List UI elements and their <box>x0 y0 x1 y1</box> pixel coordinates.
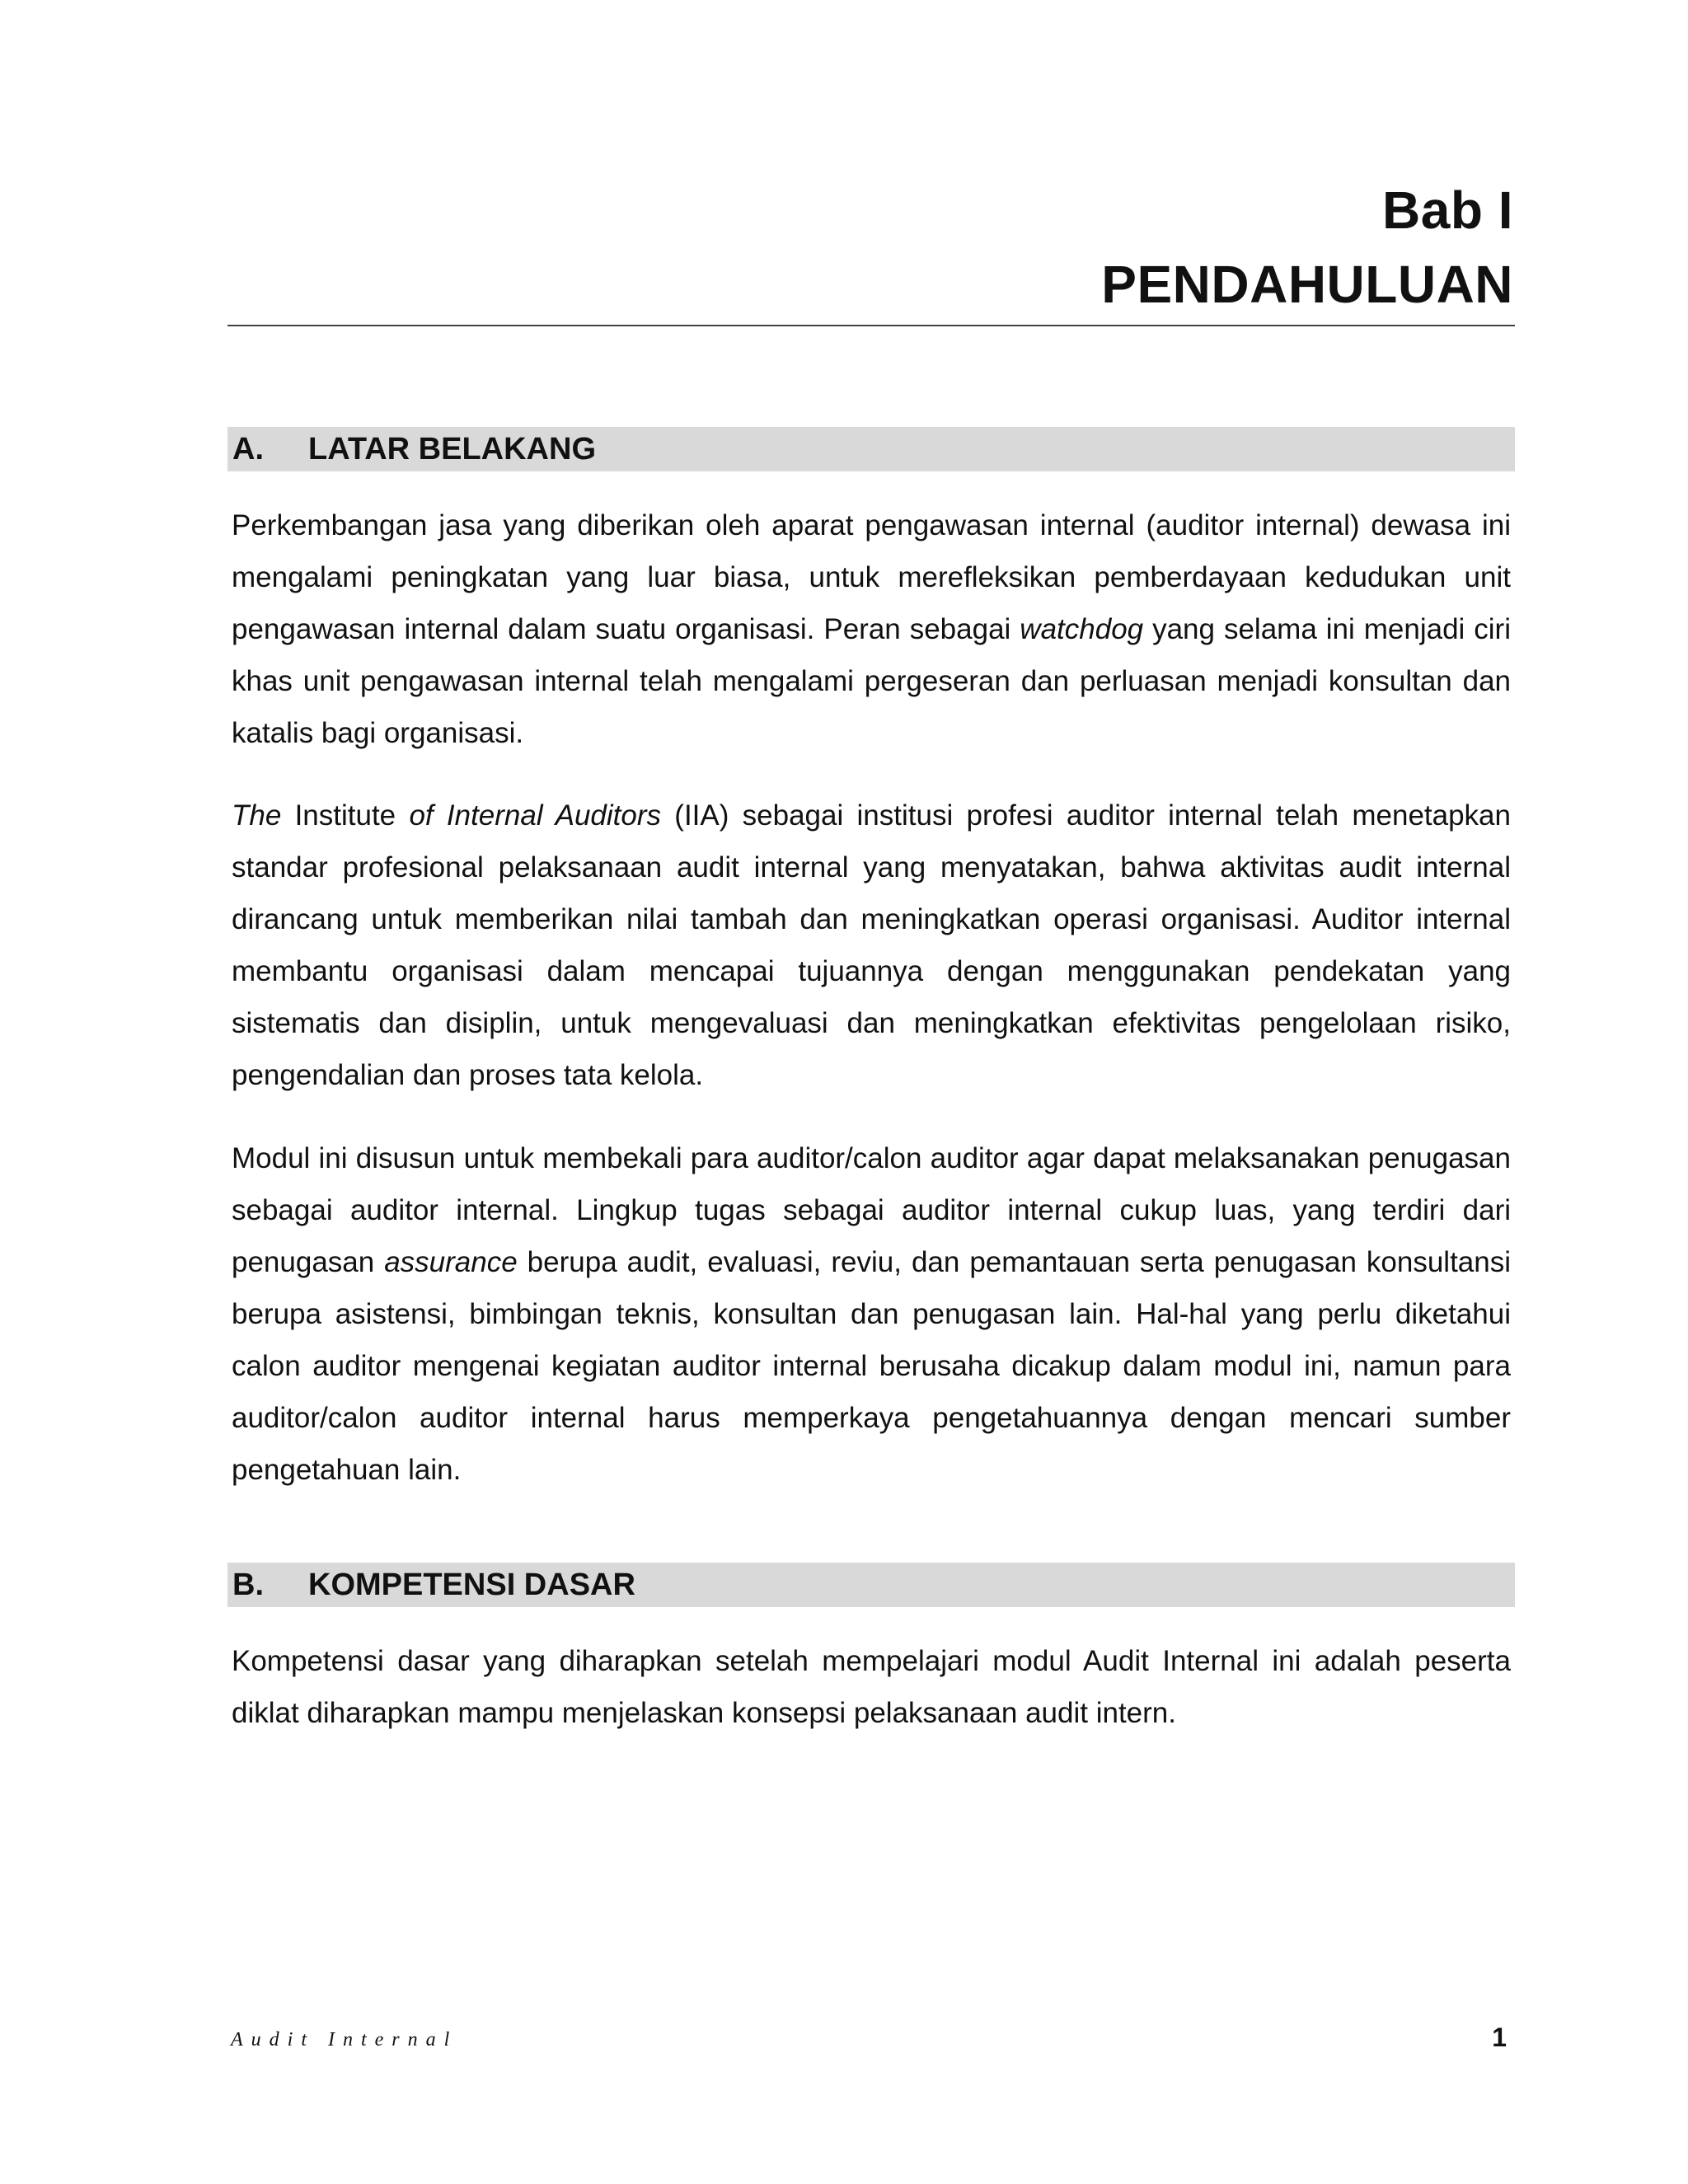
footer-title: Audit Internal <box>231 2029 458 2050</box>
paragraph <box>232 790 1511 1101</box>
text-run: berupa audit, evaluasi, reviu, dan pemantauan serta penugasan konsultansi berupa asistensi, bimbingan teknis, konsultan dan penugasan lain. Hal-hal yang perlu diketahui calon auditor mengenai kegiatan auditor internal berusaha dicakup dalam modul ini, namun para auditor/calon auditor internal harus memperkaya pengetahuannya dengan mencari sumber pengetahuan lain. <box>232 1246 1511 1486</box>
section-letter: A. <box>232 432 264 466</box>
chapter-divider <box>227 325 1515 326</box>
chapter-heading <box>227 173 1513 321</box>
chapter-label: Bab I <box>1382 180 1513 240</box>
text-run: yang selama ini menjadi ciri khas unit pengawasan internal telah mengalami pergeseran dan perluasan menjadi konsultan dan katalis bagi organisasi. <box>232 613 1511 749</box>
section-letter: B. <box>232 1568 264 1602</box>
italic-text-run: watchdog <box>1020 613 1144 645</box>
text-run: Institute <box>281 799 410 832</box>
chapter-title: PENDAHULUAN <box>1101 255 1513 314</box>
section-heading-latar-belakang <box>227 427 1515 471</box>
text-run: Kompetensi dasar yang diharapkan setelah mempelajari modul Audit Internal ini adalah peserta diklat diharapkan mampu menjelaskan konsepsi pelaksanaan audit intern. <box>232 1645 1511 1729</box>
section-heading-kompetensi-dasar <box>227 1563 1515 1607</box>
paragraph <box>232 1132 1511 1496</box>
paragraph <box>232 1635 1511 1739</box>
text-run: (IIA) sebagai institusi profesi auditor internal telah menetapkan standar profesional pelaksanaan audit internal yang menyatakan, bahwa aktivitas audit internal dirancang untuk memberikan nilai tambah dan meningkatkan operasi organisasi. Auditor internal membantu organisasi dalam mencapai tujuannya dengan menggunakan pendekatan yang sistematis dan disiplin, untuk mengevaluasi dan meningkatkan efektivitas pengelolaan risiko, pengendalian dan proses tata kelola. <box>232 799 1511 1091</box>
section-title: LATAR BELAKANG <box>308 432 596 466</box>
italic-text-run: assurance <box>384 1246 518 1278</box>
paragraph <box>232 499 1511 759</box>
italic-text-run: of Internal Auditors <box>409 799 662 832</box>
text-run: Modul ini disusun untuk membekali para auditor/calon auditor agar dapat melaksanakan penugasan sebagai auditor internal. Lingkup tugas sebagai auditor internal cukup luas, yang terdiri dari penugasan <box>232 1142 1511 1278</box>
section-title: KOMPETENSI DASAR <box>308 1568 635 1602</box>
italic-text-run: The <box>232 799 282 832</box>
text-run: Perkembangan jasa yang diberikan oleh aparat pengawasan internal (auditor internal) dewasa ini mengalami peningkatan yang luar biasa, untuk merefleksikan pemberdayaan kedudukan unit pengawasan internal dalam suatu organisasi. Peran sebagai <box>232 509 1511 645</box>
page-number: 1 <box>1492 2022 1507 2052</box>
